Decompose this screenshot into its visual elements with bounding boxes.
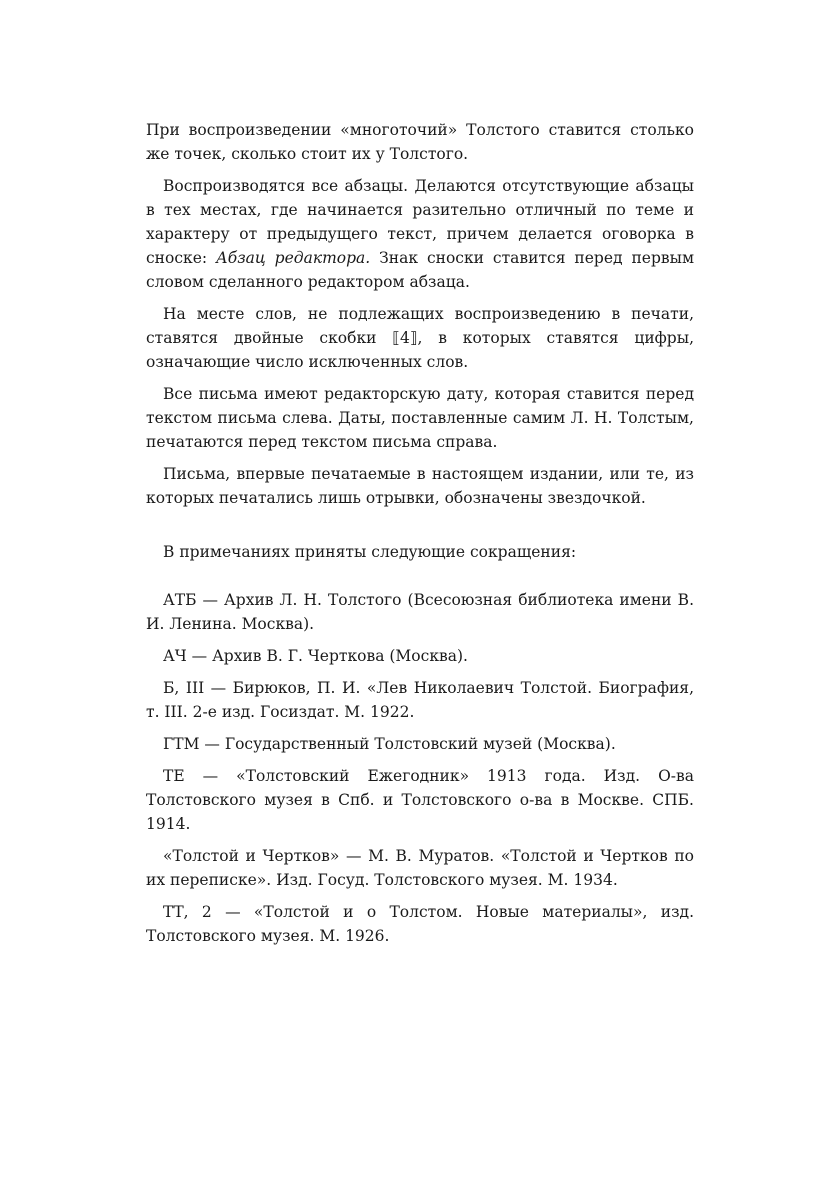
abbreviation-item-tolstoy-chertkov: «Толстой и Чертков» — М. В. Муратов. «Толстой и Чертков по их переписке». Изд. Госуд. Толстовского музея. М. 1934.: [146, 847, 694, 889]
paragraph-abzac-rule: [146, 174, 694, 294]
abbreviation-item-gtm: ГТМ — Государственный Толстовский музей (Москва).: [163, 735, 616, 753]
abbreviation-item-ach: АЧ — Архив В. Г. Черткова (Москва).: [163, 647, 468, 665]
abbreviation-item-b3: Б, III — Бирюков, П. И. «Лев Николаевич Толстой. Биография, т. III. 2-е изд. Госиздат. М. 1922.: [146, 679, 694, 721]
abbreviation-item-tt2: ТТ, 2 — «Толстой и о Толстом. Новые материалы», изд. Толстовского музея. М. 1926.: [146, 903, 694, 945]
abbreviation-item-te: ТЕ — «Толстовский Ежегодник» 1913 года. Изд. О-ва Толстовского музея в Спб. и Толстовского о-ва в Москве. СПБ. 1914.: [146, 767, 694, 833]
abbreviations-heading: В примечаниях приняты следующие сокращения:: [163, 543, 577, 561]
paragraph-abzac-italic: Абзац редактора.: [216, 249, 371, 267]
paragraph-brackets-rule: На месте слов, не подлежащих воспроизведению в печати, ставятся двойные скобки ⟦4⟧, в которых ставятся цифры, означающие число исключенных слов.: [146, 305, 694, 371]
document-page: [146, 118, 694, 956]
section-spacer: [146, 518, 694, 540]
paragraph-date-rule: Все письма имеют редакторскую дату, которая ставится перед текстом письма слева. Даты, поставленные самим Л. Н. Толстым, печатаются перед текстом письма справа.: [146, 385, 694, 451]
paragraph-ellipsis-rule: При воспроизведении «многоточий» Толстого ставится столько же точек, сколько стоит их у Толстого.: [146, 121, 694, 163]
abbreviation-item-atb: АТБ — Архив Л. Н. Толстого (Всесоюзная библиотека имени В. И. Ленина. Москва).: [146, 591, 694, 633]
paragraph-abzac-text-before: Воспроизводятся все абзацы. Делаются отсутствующие абзацы в тех местах, где начинается разительно отличный по теме и характеру от предыдущего текст, причем делается оговорка в сноске:: [146, 177, 694, 267]
paragraph-abzac-text-after: Знак сноски ставится перед первым словом сделанного редактором абзаца.: [146, 249, 695, 291]
paragraph-star-rule: Письма, впервые печатаемые в настоящем издании, или те, из которых печатались лишь отрывки, обозначены звездочкой.: [146, 465, 694, 507]
